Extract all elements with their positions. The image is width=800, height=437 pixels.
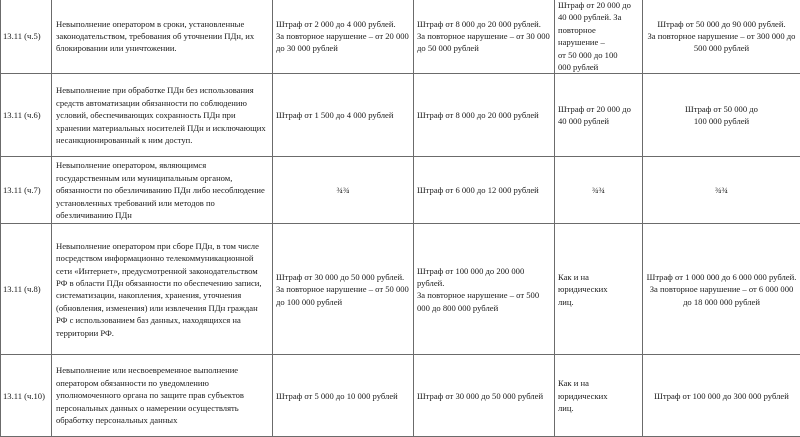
legal-entities-fine-cell: Штраф от 50 000 до 100 000 рублей	[643, 74, 800, 157]
legal-entities-fine-cell: Штраф от 100 000 до 300 000 рублей	[643, 355, 800, 437]
legal-entities-fine-cell: Штраф от 50 000 до 90 000 рублей. За повторное нарушение – от 300 000 до 500 000 рублей	[643, 0, 800, 74]
violation-description-cell: Невыполнение оператором при сборе ПДн, в том числе посредством информационно телекоммуникационной сети «Интернет», предусмотренной законодательством РФ в области ПДн обязанности по обеспечению записи, систематизации, накопления, хранения, уточнения (обновления, изменения) или извлечения ПДн граждан РФ с использованием баз данных, находящихся на территории РФ.	[52, 224, 273, 355]
officials-fine-cell: Штраф от 100 000 до 200 000 рублей. За повторное нарушение – от 500 000 до 800 000 рублей	[414, 224, 555, 355]
officials-fine-cell: Штраф от 8 000 до 20 000 рублей	[414, 74, 555, 157]
table-row	[1, 224, 800, 355]
violation-description-cell: Невыполнение оператором в сроки, установленные законодательством, требования об уточнении ПДн, их блокировании или уничтожении.	[52, 0, 273, 74]
entrepreneurs-fine-cell: ¾¾	[555, 157, 643, 224]
table-row	[1, 0, 800, 74]
article-cell: 13.11 (ч.7)	[1, 157, 52, 224]
legal-entities-fine-cell: ¾¾	[643, 157, 800, 224]
violation-description-cell: Невыполнение или несвоевременное выполнение оператором обязанности по уведомлению уполномоченного органа по защите прав субъектов персональных данных о намерении осуществлять обработку персональных данных	[52, 355, 273, 437]
entrepreneurs-fine-cell: Штраф от 20 000 до 40 000 рублей. За повторное нарушение – от 50 000 до 100 000 рублей	[555, 0, 643, 74]
officials-fine-cell: Штраф от 8 000 до 20 000 рублей. За повторное нарушение – от 30 000 до 50 000 рублей	[414, 0, 555, 74]
legal-entities-fine-cell: Штраф от 1 000 000 до 6 000 000 рублей. За повторное нарушение – от 6 000 000 до 18 000 000 рублей	[643, 224, 800, 355]
citizens-fine-cell: Штраф от 5 000 до 10 000 рублей	[273, 355, 414, 437]
table-row	[1, 355, 800, 437]
entrepreneurs-fine-cell: Как и на юридических лиц.	[555, 224, 643, 355]
table-row	[1, 157, 800, 224]
entrepreneurs-fine-cell: Как и на юридических лиц.	[555, 355, 643, 437]
citizens-fine-cell: ¾¾	[273, 157, 414, 224]
article-cell: 13.11 (ч.8)	[1, 224, 52, 355]
article-cell: 13.11 (ч.5)	[1, 0, 52, 74]
violation-description-cell: Невыполнение оператором, являющимся государственным или муниципальным органом, обязанности по обезличиванию ПДн либо несоблюдение установленных требований или методов по обезличиванию ПДн	[52, 157, 273, 224]
officials-fine-cell: Штраф от 30 000 до 50 000 рублей	[414, 355, 555, 437]
article-cell: 13.11 (ч.10)	[1, 355, 52, 437]
table-row	[1, 74, 800, 157]
entrepreneurs-fine-cell: Штраф от 20 000 до 40 000 рублей	[555, 74, 643, 157]
violation-description-cell: Невыполнение при обработке ПДн без использования средств автоматизации обязанности по соблюдению условий, обеспечивающих сохранность ПДн при хранении материальных носителей ПДн и исключающих несанкционированный к ним доступ.	[52, 74, 273, 157]
article-cell: 13.11 (ч.6)	[1, 74, 52, 157]
citizens-fine-cell: Штраф от 30 000 до 50 000 рублей. За повторное нарушение – от 50 000 до 100 000 рублей	[273, 224, 414, 355]
officials-fine-cell: Штраф от 6 000 до 12 000 рублей	[414, 157, 555, 224]
citizens-fine-cell: Штраф от 2 000 до 4 000 рублей. За повторное нарушение – от 20 000 до 30 000 рублей	[273, 0, 414, 74]
citizens-fine-cell: Штраф от 1 500 до 4 000 рублей	[273, 74, 414, 157]
